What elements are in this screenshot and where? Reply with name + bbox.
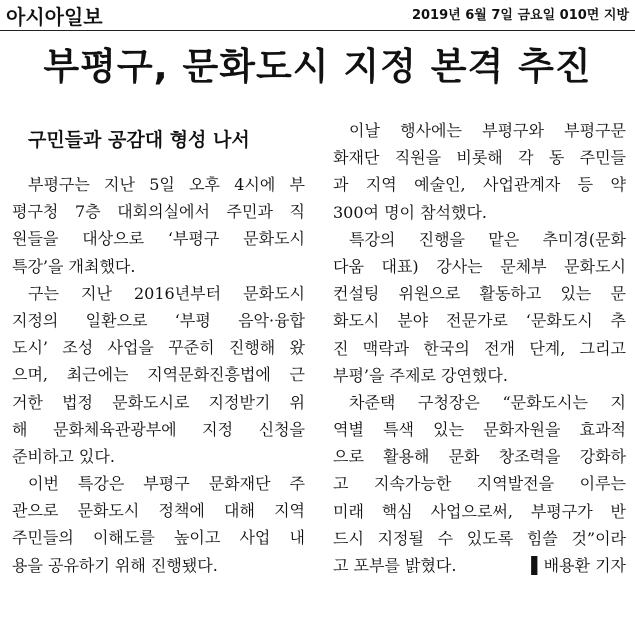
reporter-byline: ▌배용환 기자 bbox=[531, 556, 626, 575]
article-line: 관으로 문화도시 정책에 대해 지역 bbox=[12, 501, 305, 521]
article-column-left bbox=[12, 117, 305, 579]
article-line: 준비하고 있다. bbox=[12, 446, 115, 466]
article-line: 진 맥락과 한국의 전개 단계, 그리고 bbox=[333, 338, 626, 358]
article-line: 해 문화체육관광부에 지정 신청을 bbox=[12, 419, 305, 439]
article-line: 도시’ 조성 사업을 꾸준히 진행해 왔 bbox=[12, 338, 305, 358]
article-line: 차준택 구청장은 “문화도시는 지 bbox=[349, 392, 626, 412]
article-line: 지정의 일환으로 ‘부평 음악·융합 bbox=[12, 310, 305, 330]
article-line: 으로 활용해 문화 창조력을 강화하 bbox=[333, 447, 626, 467]
article-line: 구는 지난 2016년부터 문화도시 bbox=[28, 283, 305, 303]
right-column-body bbox=[333, 117, 626, 552]
article-line: 주민들의 이해도를 높이고 사업 내 bbox=[12, 528, 305, 548]
article-headline: 부평구, 문화도시 지정 본격 추진 bbox=[43, 45, 592, 88]
article-line: 부평’을 주제로 강연했다. bbox=[333, 365, 508, 385]
masthead-bar bbox=[0, 0, 635, 31]
article-line: 원들을 대상으로 ‘부평구 문화도시 bbox=[12, 229, 305, 249]
closing-line: 고 포부를 밝혔다. bbox=[333, 556, 457, 575]
article-line: 역별 특색 있는 문화자원을 효과적 bbox=[333, 420, 626, 440]
article-line: 미래 핵심 사업으로써, 부평구가 반 bbox=[333, 501, 626, 521]
article-line: 고 지속가능한 지역발전을 이루는 bbox=[333, 474, 626, 494]
newspaper-name: 아시아일보 bbox=[6, 5, 103, 29]
article-line: 이번 특강은 부평구 문화재단 주 bbox=[28, 474, 305, 494]
closing-line-row bbox=[333, 552, 626, 579]
article-line: 특강의 진행을 맡은 추미경(문화 bbox=[349, 229, 626, 249]
article-line: 이날 행사에는 부평구와 부평구문 bbox=[349, 121, 626, 140]
article-line: 평구청 7층 대회의실에서 주민과 직 bbox=[12, 202, 305, 222]
article-line: 다움 대표) 강사는 문체부 문화도시 bbox=[333, 256, 626, 276]
left-column-body bbox=[12, 171, 305, 579]
publication-dateline: 2019년 6월 7일 금요일 010면 지방 bbox=[411, 8, 629, 23]
article-line: 컨설팅 위원으로 활동하고 있는 문 bbox=[333, 284, 626, 304]
article-subheadline: 구민들과 공감대 형성 나서 bbox=[28, 129, 250, 151]
article-line: 300여 명이 참석했다. bbox=[333, 202, 487, 222]
article-line: 거한 법정 문화도시로 지정받기 위 bbox=[12, 392, 305, 412]
article-line: 드시 지정될 수 있도록 힘쓸 것”이라 bbox=[333, 528, 626, 548]
article-line: 으며, 최근에는 지역문화진흥법에 근 bbox=[12, 365, 305, 385]
article-line: 용을 공유하기 위해 진행됐다. bbox=[12, 555, 218, 575]
article-line: 화재단 직원을 비롯해 각 동 주민들 bbox=[333, 148, 626, 168]
article-line: 특강’을 개최했다. bbox=[12, 256, 136, 276]
article-line: 과 지역 예술인, 사업관계자 등 약 bbox=[333, 175, 626, 195]
article-line: 부평구는 지난 5일 오후 4시에 부 bbox=[28, 175, 305, 194]
article-column-right bbox=[333, 117, 626, 579]
article-line: 화도시 분야 전문가로 ‘문화도시 추 bbox=[333, 311, 626, 331]
